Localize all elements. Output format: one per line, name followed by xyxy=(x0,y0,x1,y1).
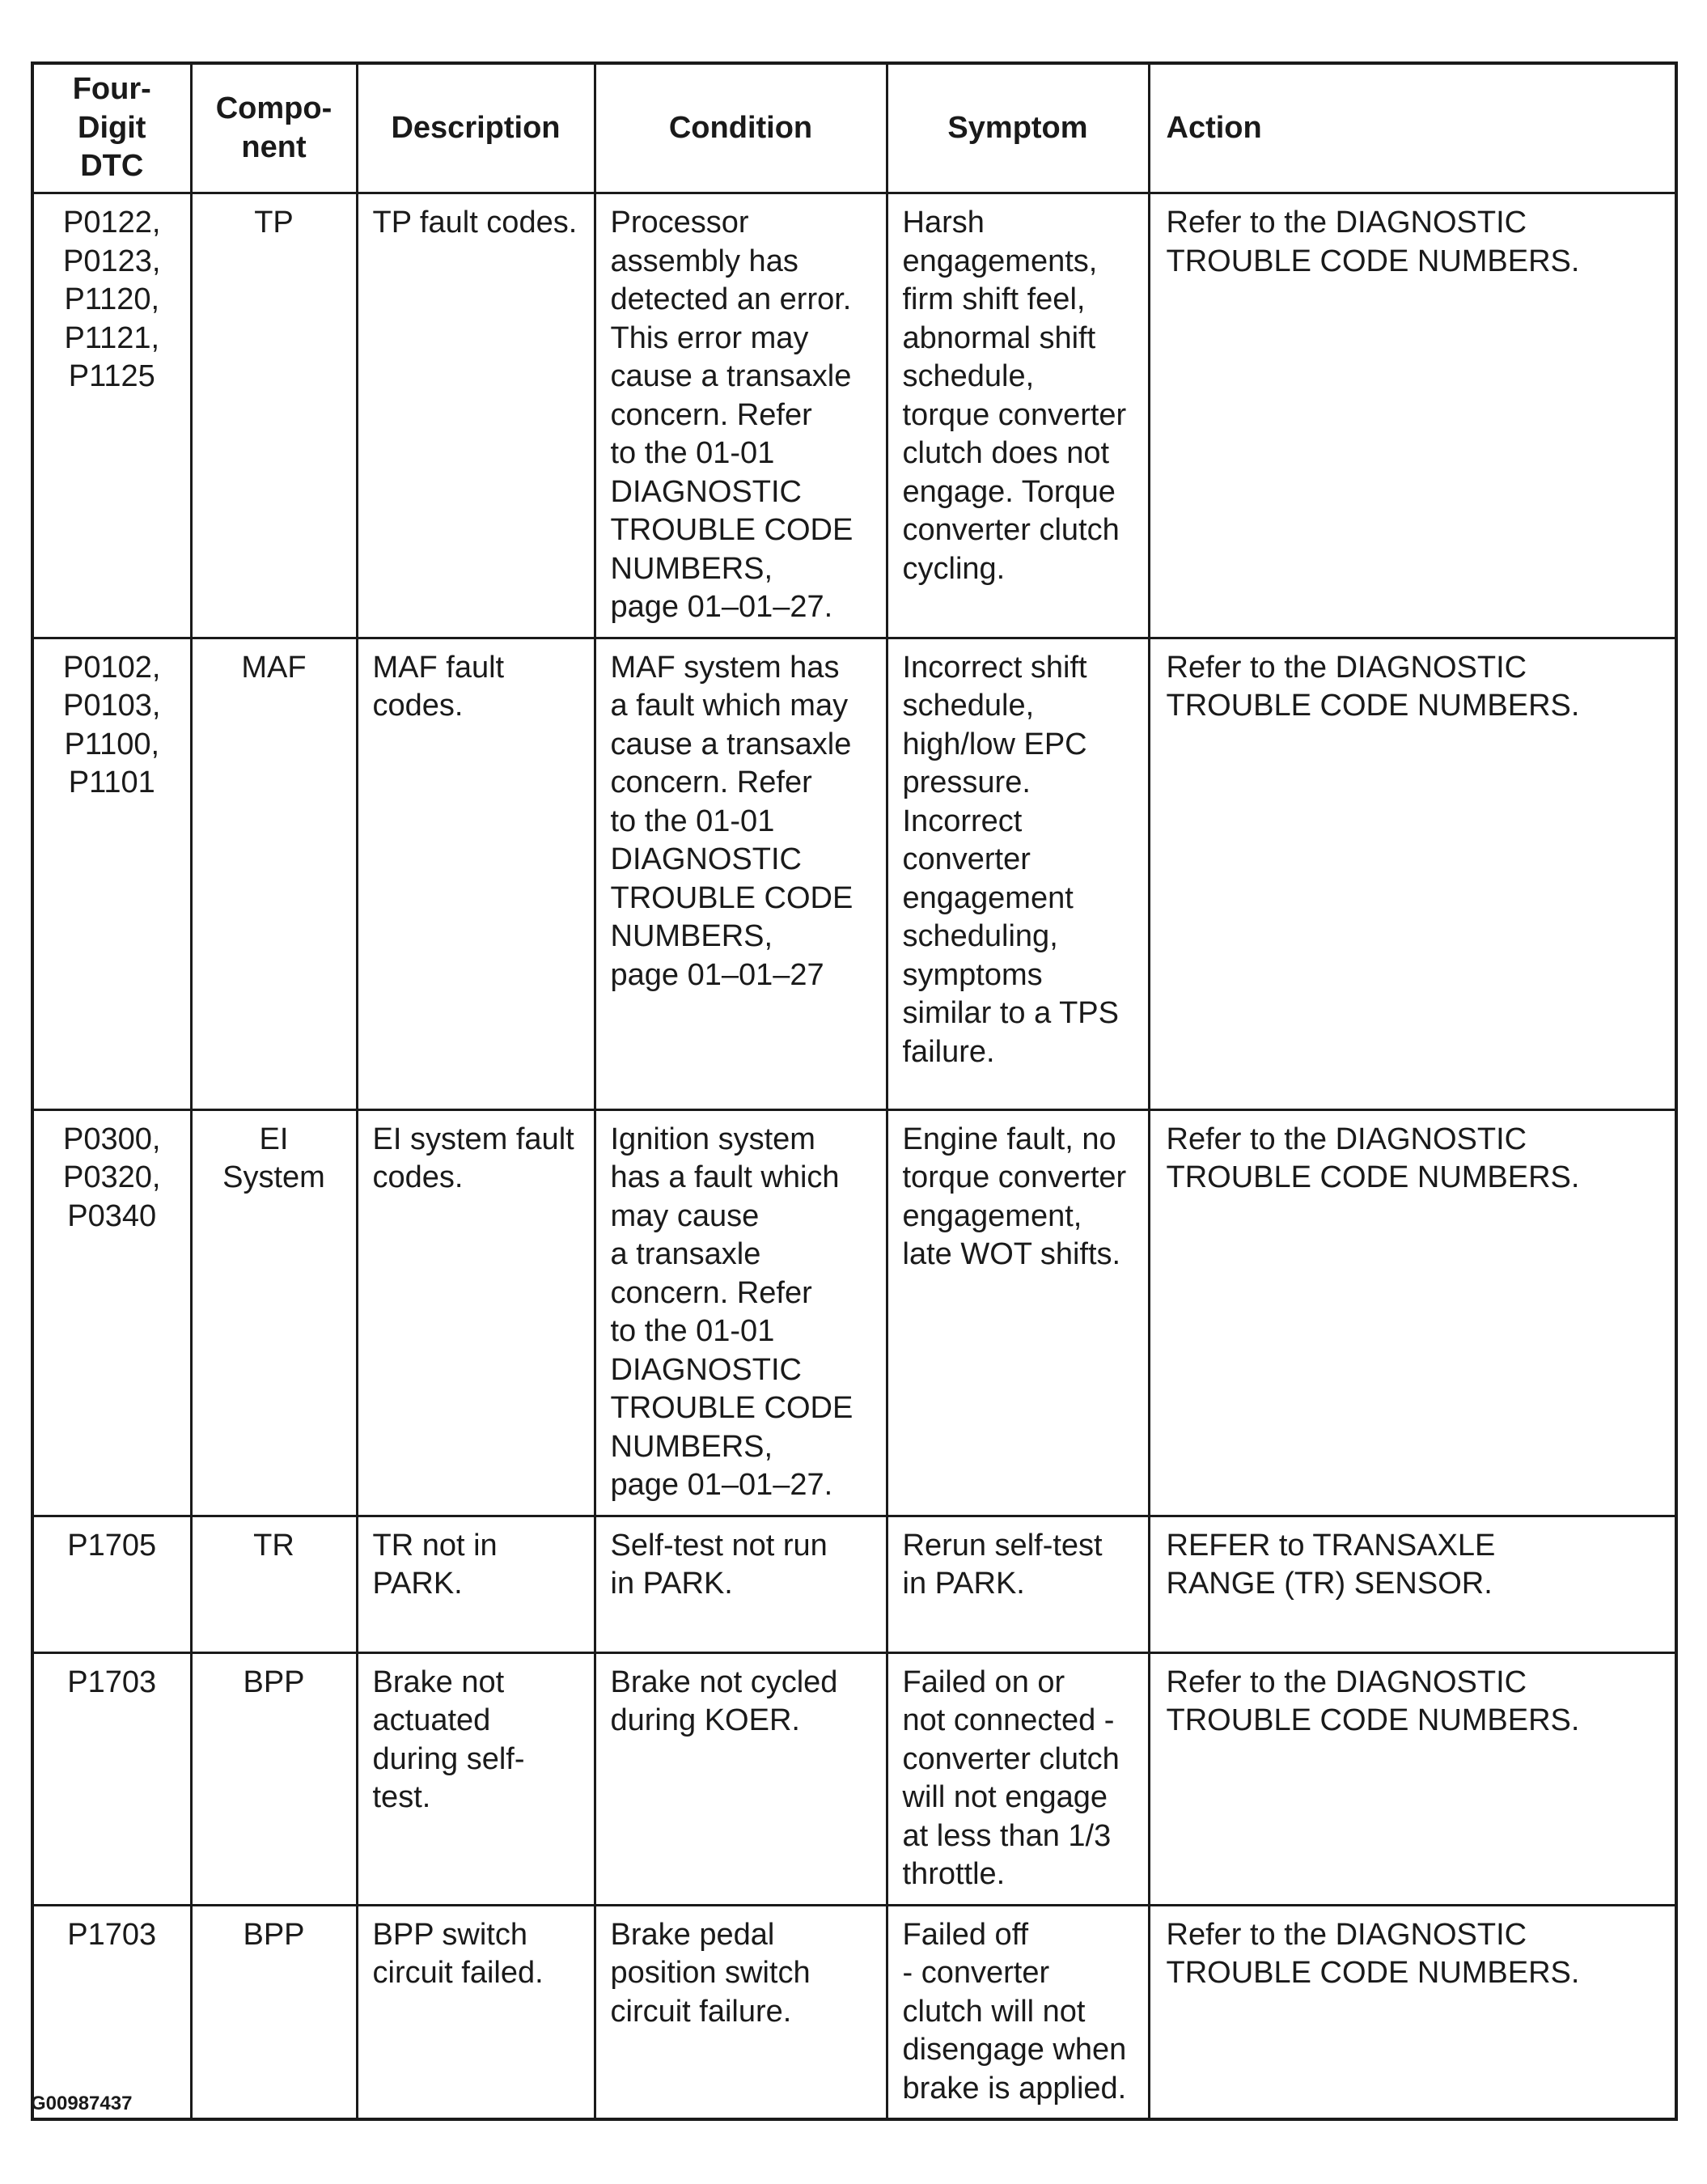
component-cell: TR xyxy=(191,1516,357,1652)
header-dtc: Four- Digit DTC xyxy=(32,63,191,193)
symptom-cell: Incorrect shift schedule, high/low EPC pressure. Incorrect converter engagement scheduling, symptoms similar to a TPS failure. xyxy=(887,638,1149,1109)
component-cell: MAF xyxy=(191,638,357,1109)
symptom-cell: Failed on or not connected - converter clutch will not engage at less than 1/3 throttle. xyxy=(887,1652,1149,1905)
figure-id: G00987437 xyxy=(31,2093,133,2114)
header-symptom: Symptom xyxy=(887,63,1149,193)
header-condition: Condition xyxy=(595,63,887,193)
symptom-cell: Failed off - converter clutch will not disengage when brake is applied. xyxy=(887,1905,1149,2119)
table-row xyxy=(32,1652,1676,1905)
action-cell: Refer to the DIAGNOSTIC TROUBLE CODE NUMBERS. xyxy=(1149,193,1676,638)
symptom-cell: Engine fault, no torque converter engagement, late WOT shifts. xyxy=(887,1109,1149,1516)
description-cell: Brake not actuated during self- test. xyxy=(357,1652,595,1905)
component-cell: BPP xyxy=(191,1652,357,1905)
symptom-cell: Harsh engagements, firm shift feel, abnormal shift schedule, torque converter clutch does not engage. Torque converter clutch cycling. xyxy=(887,193,1149,638)
header-component: Compo- nent xyxy=(191,63,357,193)
dtc-cell: P1703 xyxy=(32,1905,191,2119)
description-cell: TP fault codes. xyxy=(357,193,595,638)
description-cell: EI system fault codes. xyxy=(357,1109,595,1516)
header-action: Action xyxy=(1149,63,1676,193)
dtc-cell: P0300, P0320, P0340 xyxy=(32,1109,191,1516)
condition-cell: Ignition system has a fault which may cause a transaxle concern. Refer to the 01-01 DIAGNOSTIC TROUBLE CODE NUMBERS, page 01–01–27. xyxy=(595,1109,887,1516)
table-row xyxy=(32,1516,1676,1652)
action-cell: REFER to TRANSAXLE RANGE (TR) SENSOR. xyxy=(1149,1516,1676,1652)
header-description: Description xyxy=(357,63,595,193)
dtc-cell: P1705 xyxy=(32,1516,191,1652)
component-cell: EI System xyxy=(191,1109,357,1516)
table-row xyxy=(32,1109,1676,1516)
symptom-cell: Rerun self-test in PARK. xyxy=(887,1516,1149,1652)
condition-cell: Brake pedal position switch circuit failure. xyxy=(595,1905,887,2119)
condition-cell: Processor assembly has detected an error. This error may cause a transaxle concern. Refer to the 01-01 DIAGNOSTIC TROUBLE CODE NUMBERS, page 01–01–27. xyxy=(595,193,887,638)
table-row xyxy=(32,193,1676,638)
action-cell: Refer to the DIAGNOSTIC TROUBLE CODE NUMBERS. xyxy=(1149,1109,1676,1516)
action-cell: Refer to the DIAGNOSTIC TROUBLE CODE NUMBERS. xyxy=(1149,1652,1676,1905)
condition-cell: Brake not cycled during KOER. xyxy=(595,1652,887,1905)
description-cell: BPP switch circuit failed. xyxy=(357,1905,595,2119)
component-cell: TP xyxy=(191,193,357,638)
table-row xyxy=(32,1905,1676,2119)
description-cell: MAF fault codes. xyxy=(357,638,595,1109)
table-row xyxy=(32,638,1676,1109)
condition-cell: MAF system has a fault which may cause a transaxle concern. Refer to the 01-01 DIAGNOSTIC TROUBLE CODE NUMBERS, page 01–01–27 xyxy=(595,638,887,1109)
action-cell: Refer to the DIAGNOSTIC TROUBLE CODE NUMBERS. xyxy=(1149,638,1676,1109)
description-cell: TR not in PARK. xyxy=(357,1516,595,1652)
dtc-cell: P0122, P0123, P1120, P1121, P1125 xyxy=(32,193,191,638)
condition-cell: Self-test not run in PARK. xyxy=(595,1516,887,1652)
component-cell: BPP xyxy=(191,1905,357,2119)
dtc-table xyxy=(31,61,1678,2121)
dtc-cell: P1703 xyxy=(32,1652,191,1905)
action-cell: Refer to the DIAGNOSTIC TROUBLE CODE NUMBERS. xyxy=(1149,1905,1676,2119)
dtc-cell: P0102, P0103, P1100, P1101 xyxy=(32,638,191,1109)
table-header-row xyxy=(32,63,1676,193)
